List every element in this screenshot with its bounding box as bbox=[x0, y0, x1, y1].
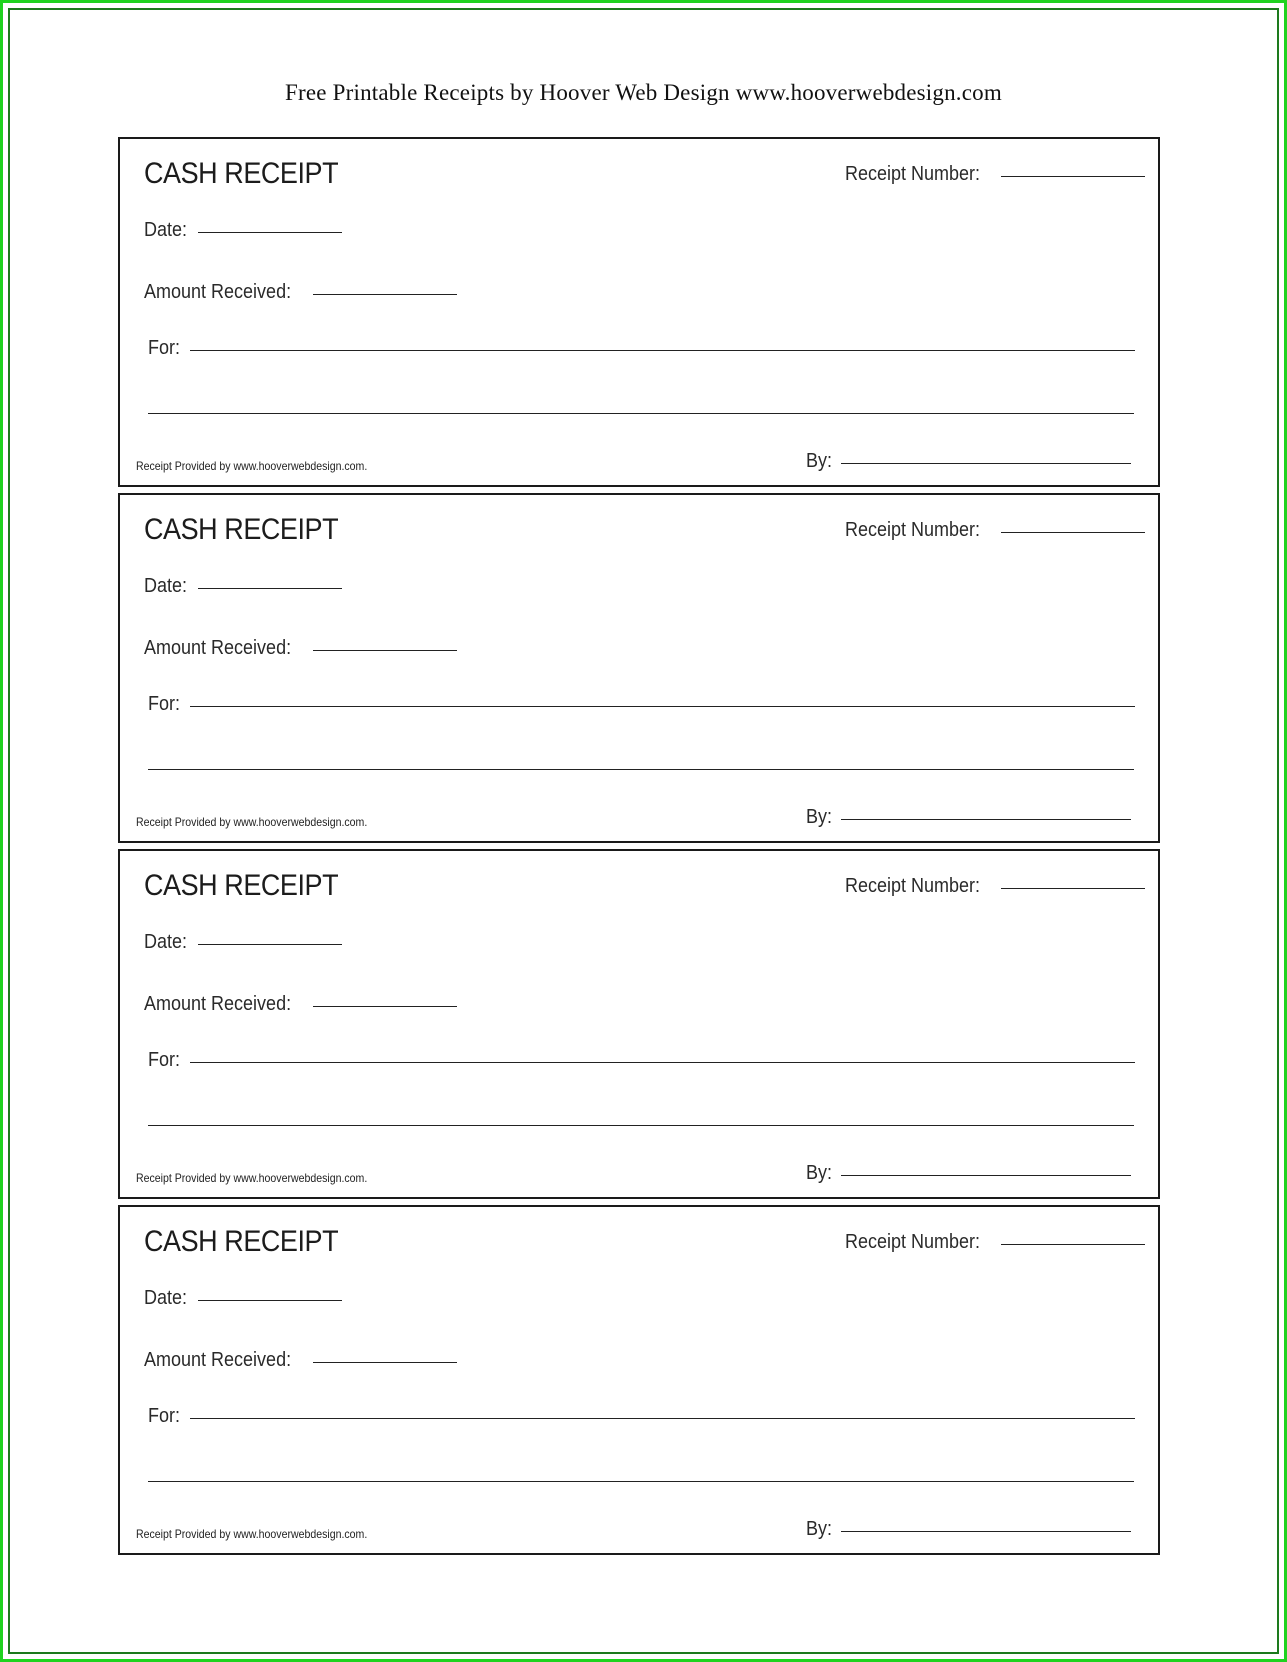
date-label: Date: bbox=[144, 575, 188, 597]
date-blank[interactable] bbox=[198, 1299, 342, 1301]
date-blank[interactable] bbox=[198, 231, 342, 233]
amount-received-field[interactable] bbox=[144, 637, 457, 660]
date-field[interactable] bbox=[144, 219, 342, 242]
receipt-number-field[interactable] bbox=[845, 519, 1145, 542]
for-continuation-line[interactable] bbox=[148, 1125, 1134, 1126]
by-label: By: bbox=[806, 1162, 833, 1184]
receipt-title: CASH RECEIPT bbox=[144, 1225, 339, 1258]
date-field[interactable] bbox=[144, 931, 342, 954]
for-field[interactable] bbox=[148, 693, 1135, 716]
date-blank[interactable] bbox=[198, 943, 342, 945]
for-label: For: bbox=[148, 693, 181, 715]
receipt-number-field[interactable] bbox=[845, 875, 1145, 898]
by-blank[interactable] bbox=[841, 1530, 1131, 1532]
amount-received-label: Amount Received: bbox=[144, 281, 292, 303]
by-blank[interactable] bbox=[841, 1174, 1131, 1176]
receipt-title: CASH RECEIPT bbox=[144, 157, 339, 190]
for-continuation-line[interactable] bbox=[148, 1481, 1134, 1482]
by-label: By: bbox=[806, 1518, 833, 1540]
amount-received-blank[interactable] bbox=[313, 649, 457, 651]
receipt-footer-note: Receipt Provided by www.hooverwebdesign.com. bbox=[136, 815, 368, 829]
for-blank[interactable] bbox=[190, 1061, 1135, 1063]
date-field[interactable] bbox=[144, 1287, 342, 1310]
receipt-title: CASH RECEIPT bbox=[144, 513, 339, 546]
for-label: For: bbox=[148, 337, 181, 359]
amount-received-blank[interactable] bbox=[313, 293, 457, 295]
amount-received-field[interactable] bbox=[144, 281, 457, 304]
date-label: Date: bbox=[144, 219, 188, 241]
for-blank[interactable] bbox=[190, 705, 1135, 707]
date-blank[interactable] bbox=[198, 587, 342, 589]
receipt-card-1 bbox=[118, 137, 1160, 487]
by-field[interactable] bbox=[806, 1162, 1131, 1185]
receipt-number-field[interactable] bbox=[845, 1231, 1145, 1254]
receipt-number-blank[interactable] bbox=[1001, 175, 1145, 177]
by-label: By: bbox=[806, 450, 833, 472]
for-continuation-line[interactable] bbox=[148, 413, 1134, 414]
date-field[interactable] bbox=[144, 575, 342, 598]
by-blank[interactable] bbox=[841, 818, 1131, 820]
by-field[interactable] bbox=[806, 1518, 1131, 1541]
receipt-number-blank[interactable] bbox=[1001, 531, 1145, 533]
by-label: By: bbox=[806, 806, 833, 828]
for-label: For: bbox=[148, 1049, 181, 1071]
receipt-footer-note: Receipt Provided by www.hooverwebdesign.com. bbox=[136, 459, 368, 473]
amount-received-blank[interactable] bbox=[313, 1361, 457, 1363]
receipt-title: CASH RECEIPT bbox=[144, 869, 339, 902]
for-continuation-line[interactable] bbox=[148, 769, 1134, 770]
receipt-card-3 bbox=[118, 849, 1160, 1199]
amount-received-field[interactable] bbox=[144, 1349, 457, 1372]
date-label: Date: bbox=[144, 931, 188, 953]
receipt-number-label: Receipt Number: bbox=[845, 875, 981, 897]
receipt-footer-note: Receipt Provided by www.hooverwebdesign.com. bbox=[136, 1171, 368, 1185]
receipt-number-blank[interactable] bbox=[1001, 1243, 1145, 1245]
by-field[interactable] bbox=[806, 450, 1131, 473]
by-blank[interactable] bbox=[841, 462, 1131, 464]
receipt-number-field[interactable] bbox=[845, 163, 1145, 186]
receipt-footer-note: Receipt Provided by www.hooverwebdesign.com. bbox=[136, 1527, 368, 1541]
receipt-number-label: Receipt Number: bbox=[845, 519, 981, 541]
amount-received-label: Amount Received: bbox=[144, 1349, 292, 1371]
for-blank[interactable] bbox=[190, 1417, 1135, 1419]
receipt-card-4 bbox=[118, 1205, 1160, 1555]
amount-received-label: Amount Received: bbox=[144, 637, 292, 659]
date-label: Date: bbox=[144, 1287, 188, 1309]
amount-received-label: Amount Received: bbox=[144, 993, 292, 1015]
page-header: Free Printable Receipts by Hoover Web Design www.hooverwebdesign.com bbox=[285, 80, 1002, 105]
receipt-number-blank[interactable] bbox=[1001, 887, 1145, 889]
for-label: For: bbox=[148, 1405, 181, 1427]
for-field[interactable] bbox=[148, 1405, 1135, 1428]
by-field[interactable] bbox=[806, 806, 1131, 829]
for-field[interactable] bbox=[148, 337, 1135, 360]
for-field[interactable] bbox=[148, 1049, 1135, 1072]
receipt-number-label: Receipt Number: bbox=[845, 1231, 981, 1253]
amount-received-blank[interactable] bbox=[313, 1005, 457, 1007]
receipt-number-label: Receipt Number: bbox=[845, 163, 981, 185]
receipt-card-2 bbox=[118, 493, 1160, 843]
for-blank[interactable] bbox=[190, 349, 1135, 351]
amount-received-field[interactable] bbox=[144, 993, 457, 1016]
